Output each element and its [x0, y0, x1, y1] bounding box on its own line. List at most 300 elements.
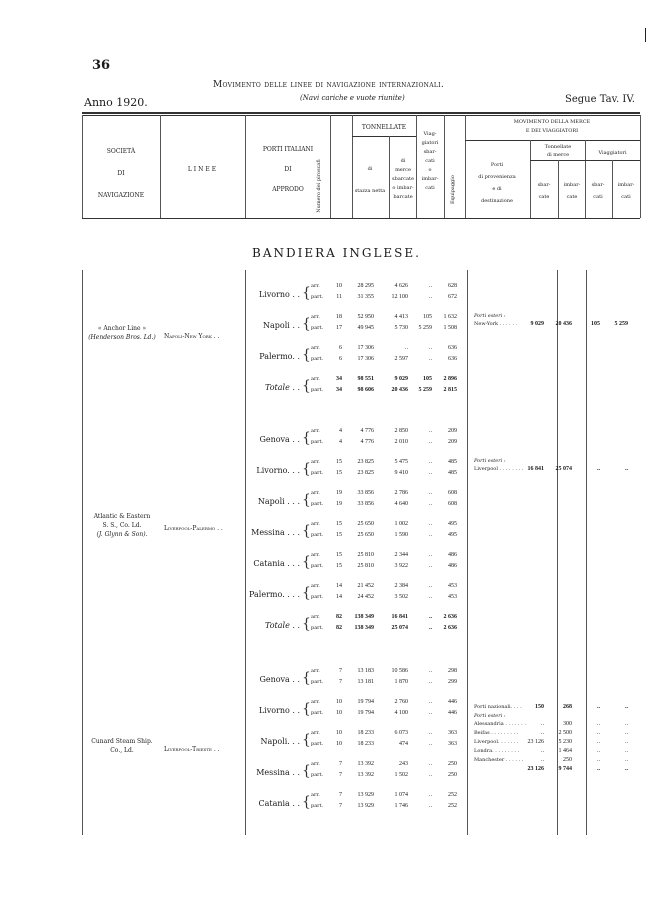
header-porti-provenienza: e di [492, 186, 502, 192]
cell-value: 1 746 [394, 803, 408, 809]
port-name: Genova . . [259, 675, 300, 684]
destination-value: 23 126 [527, 739, 544, 745]
part-label: part. [311, 679, 324, 685]
cell-value: 486 [448, 563, 457, 569]
destination-value: 250 [563, 757, 572, 763]
header-merce: sbarcate [392, 176, 414, 182]
cell-value: .. [429, 741, 432, 747]
cell-value: 19 [336, 490, 342, 496]
line-name: Napoli-New York . . [164, 333, 220, 340]
line-name: Liverpool-Trieste . . [164, 745, 220, 753]
arr-label: arr. [311, 521, 320, 527]
cell-value: .. [429, 470, 432, 476]
cell-value: 4 776 [360, 439, 374, 445]
cell-value: 5 475 [394, 459, 408, 465]
port-brace: { [302, 670, 311, 686]
cell-value: 17 306 [357, 345, 374, 351]
cell-value: .. [429, 521, 432, 527]
cell-value: .. [429, 594, 432, 600]
total-label: Totale . . [265, 621, 300, 630]
cell-value: 10 [336, 730, 342, 736]
destination-port: Porti nazionali. . . . [474, 704, 522, 710]
header-porti-provenienza: di provenienza [478, 174, 516, 180]
header-linee: LINEE [187, 166, 219, 173]
part-label: part. [311, 356, 324, 362]
header-porti-provenienza: destinazione [481, 198, 513, 204]
cell-value: 1 632 [443, 314, 457, 320]
cell-value: .. [429, 532, 432, 538]
header-societa: DI [117, 170, 125, 177]
destination-value: 20 436 [555, 321, 572, 327]
cell-value: .. [429, 490, 432, 496]
cell-value: 34 [336, 387, 342, 393]
port-brace: { [302, 554, 311, 570]
destination-value: .. [597, 466, 600, 472]
cell-value: 4 100 [394, 710, 408, 716]
cell-value: 243 [399, 761, 408, 767]
arr-label: arr. [311, 490, 320, 496]
header-sbarcate: sbar- [537, 182, 551, 188]
cell-value: 10 586 [391, 668, 408, 674]
cell-value: 10 [336, 710, 342, 716]
part-label: part. [311, 563, 324, 569]
cell-value: 13 929 [357, 792, 374, 798]
cell-value: 17 [336, 325, 342, 331]
destination-value: 300 [563, 721, 572, 727]
cell-value: 25 650 [357, 532, 374, 538]
header-merce: o imbar- [392, 185, 414, 191]
cell-value: 9 410 [394, 470, 408, 476]
arr-label: arr. [311, 668, 320, 674]
part-label: part. [311, 501, 324, 507]
page-title: Movimento delle linee di navigazione internazionali. [213, 80, 444, 90]
cell-value: 4 [339, 428, 342, 434]
destination-value: .. [625, 757, 628, 763]
destination-value: 25 074 [555, 466, 572, 472]
destination-value: .. [625, 739, 628, 745]
destination-value: 9 029 [530, 321, 544, 327]
cell-value: 20 436 [391, 387, 408, 393]
header-viaggiatori: sbar- [423, 149, 437, 155]
cell-value: 13 929 [357, 803, 374, 809]
cell-value: 17 306 [357, 356, 374, 362]
cell-value: 82 [336, 614, 342, 620]
cell-value: .. [429, 803, 432, 809]
header-viaggiatori-2: Viaggiatori [598, 150, 627, 156]
year-label: Anno 1920. [84, 96, 148, 109]
port-name: Genova . . [259, 435, 300, 444]
header-sbarcati: cati [593, 194, 603, 200]
cell-value: 453 [448, 594, 457, 600]
cell-value: 13 181 [357, 679, 374, 685]
column-line [558, 160, 559, 218]
cell-value: .. [429, 356, 432, 362]
header-imbarcati: cati [621, 194, 631, 200]
arr-label: arr. [311, 314, 320, 320]
cell-value: 485 [448, 470, 457, 476]
cell-value: 6 [339, 356, 342, 362]
destination-value: 23 126 [527, 766, 544, 772]
cell-value: 13 183 [357, 668, 374, 674]
page-subtitle: (Navi cariche e vuote riunite) [300, 94, 405, 102]
company-name: « Anchor Line » [97, 325, 147, 332]
cell-value: 18 233 [357, 741, 374, 747]
header-merce: barcate [393, 194, 413, 200]
cell-value: 14 [336, 583, 342, 589]
destination-value: .. [597, 766, 600, 772]
cell-value: .. [429, 428, 432, 434]
cell-value: 2 010 [394, 439, 408, 445]
destination-value: 105 [591, 321, 600, 327]
cell-value: 7 [339, 668, 342, 674]
arr-label: arr. [311, 614, 320, 620]
cell-value: 19 [336, 501, 342, 507]
destination-value: .. [625, 748, 628, 754]
cell-value: 13 392 [357, 772, 374, 778]
cell-value: 15 [336, 532, 342, 538]
port-brace: { [302, 430, 311, 446]
column-line [640, 115, 641, 218]
cell-value: 298 [448, 668, 457, 674]
part-label: part. [311, 325, 324, 331]
part-label: part. [311, 532, 324, 538]
destination-value: 268 [563, 704, 572, 710]
cell-value: 495 [448, 521, 457, 527]
cell-value: 495 [448, 532, 457, 538]
part-label: part. [311, 294, 324, 300]
cell-value: 2 636 [443, 625, 457, 631]
cell-value: .. [429, 710, 432, 716]
destination-value: .. [597, 721, 600, 727]
port-name: Catania . . [258, 799, 300, 808]
cell-value: 15 [336, 563, 342, 569]
cell-value: .. [429, 772, 432, 778]
cell-value: 10 [336, 283, 342, 289]
port-brace: { [302, 316, 311, 332]
destination-value: .. [541, 730, 544, 736]
cell-value: 446 [448, 710, 457, 716]
part-label: part. [311, 625, 324, 631]
port-name: Palermo. . . . [249, 590, 300, 599]
cell-value: 11 [336, 294, 342, 300]
cell-value: 446 [448, 699, 457, 705]
cell-value: .. [429, 668, 432, 674]
arr-label: arr. [311, 699, 320, 705]
rule-line [82, 112, 640, 114]
cell-value: 28 295 [357, 283, 374, 289]
cell-value: 14 [336, 594, 342, 600]
cell-value: 23 825 [357, 459, 374, 465]
cell-value: 3 502 [394, 594, 408, 600]
cell-value: 98 606 [357, 387, 374, 393]
cell-value: 1 870 [394, 679, 408, 685]
cell-value: 4 776 [360, 428, 374, 434]
arr-label: arr. [311, 761, 320, 767]
destination-value: .. [597, 748, 600, 754]
rule-line [530, 160, 640, 161]
destination-value: .. [625, 721, 628, 727]
port-name: Palermo. . [259, 352, 300, 361]
destination-value: 9 744 [558, 766, 572, 772]
header-imbarcate: imbar- [563, 182, 581, 188]
cell-value: 6 [339, 345, 342, 351]
arr-label: arr. [311, 459, 320, 465]
cell-value: .. [429, 583, 432, 589]
cell-value: 12 100 [391, 294, 408, 300]
cell-value: 23 825 [357, 470, 374, 476]
cell-value: 5 259 [418, 325, 432, 331]
header-stazza: di [367, 166, 373, 172]
cell-value: .. [429, 563, 432, 569]
column-line [612, 160, 613, 218]
cell-value: .. [429, 679, 432, 685]
cell-value: 363 [448, 730, 457, 736]
port-name: Catania . . . [253, 559, 300, 568]
destination-value: .. [625, 704, 628, 710]
cell-value: 250 [448, 761, 457, 767]
column-line [467, 270, 468, 835]
part-label: part. [311, 803, 324, 809]
company-name: Atlantic & Eastern [93, 512, 151, 520]
company-name: Cunard Steam Ship. [91, 737, 153, 745]
cell-value: .. [429, 699, 432, 705]
company-name: S. S., Co. Ld. [102, 521, 142, 529]
header-movimento: MOVIMENTO DELLA MERCE [513, 119, 591, 125]
destination-value: 150 [535, 704, 544, 710]
cell-value: 24 452 [357, 594, 374, 600]
header-merce: merce [395, 167, 411, 173]
cell-value: .. [429, 625, 432, 631]
port-name: Napoli . . . [257, 497, 300, 506]
company-name: (J. Glynn & Son). [96, 530, 148, 538]
cell-value: 209 [448, 428, 457, 434]
destination-port: Porti esteri : [474, 713, 506, 719]
rule-line [82, 115, 640, 116]
cell-value: 2 597 [394, 356, 408, 362]
header-movimento: E DEI VIAGGIATORI [525, 128, 579, 134]
total-label: Totale . . [265, 383, 300, 392]
cell-value: 6 073 [394, 730, 408, 736]
part-label: part. [311, 772, 324, 778]
header-imbarcate: cate [566, 194, 578, 200]
cell-value: 16 841 [391, 614, 408, 620]
cell-value: 363 [448, 741, 457, 747]
cell-value: .. [429, 459, 432, 465]
cell-value: 13 392 [357, 761, 374, 767]
destination-port: Liverpool. . . . . . . [474, 739, 519, 745]
cell-value: 138 349 [354, 625, 374, 631]
cell-value: 18 233 [357, 730, 374, 736]
table-reference: Segue Tav. IV. [565, 94, 635, 105]
cell-value: 7 [339, 679, 342, 685]
header-porti: APPRODO [272, 186, 304, 193]
arr-label: arr. [311, 730, 320, 736]
cell-value: 5 730 [394, 325, 408, 331]
cell-value: 19 794 [357, 710, 374, 716]
port-brace: { [302, 378, 311, 394]
header-sbarcati: sbar- [591, 182, 605, 188]
cell-value: 608 [448, 490, 457, 496]
cell-value: 672 [448, 294, 457, 300]
port-name: Messina . . [256, 768, 300, 777]
part-label: part. [311, 470, 324, 476]
cell-value: 49 945 [357, 325, 374, 331]
destination-value: .. [625, 730, 628, 736]
port-brace: { [302, 701, 311, 717]
cell-value: 15 [336, 470, 342, 476]
port-brace: { [302, 492, 311, 508]
destination-value: 5 230 [558, 739, 572, 745]
cell-value: .. [405, 345, 408, 351]
cell-value: 105 [423, 376, 432, 382]
destination-port: Beifas . . . . . . . . . [474, 730, 519, 736]
destination-value: 5 259 [614, 321, 628, 327]
cell-value: 486 [448, 552, 457, 558]
port-brace: { [302, 794, 311, 810]
header-merce: di [400, 158, 406, 164]
cell-value: 33 856 [357, 490, 374, 496]
cell-value: 10 [336, 741, 342, 747]
cell-value: 2 344 [394, 552, 408, 558]
cell-value: 25 650 [357, 521, 374, 527]
cell-value: 25 810 [357, 552, 374, 558]
cell-value: .. [429, 730, 432, 736]
cell-value: 2 384 [394, 583, 408, 589]
header-porti-provenienza: Porti [490, 162, 504, 168]
cell-value: 9 029 [394, 376, 408, 382]
header-societa: SOCIETÀ [106, 148, 136, 155]
header-tonnellate: TONNELLATE [361, 124, 407, 131]
destination-value: .. [597, 757, 600, 763]
cell-value: .. [429, 283, 432, 289]
cell-value: 15 [336, 521, 342, 527]
cell-value: 105 [423, 314, 432, 320]
header-tonnellate-merce: di merce [546, 152, 570, 158]
cell-value: 34 [336, 376, 342, 382]
header-porti: DI [284, 166, 292, 173]
destination-port: Porti esteri : [474, 458, 506, 464]
cell-value: 25 074 [391, 625, 408, 631]
cell-value: 252 [448, 792, 457, 798]
destination-port: Londra. . . . . . . . . [474, 748, 520, 754]
cell-value: 1 074 [394, 792, 408, 798]
company-name: Co., Ld. [110, 746, 134, 754]
cell-value: .. [429, 614, 432, 620]
page-edge-mark [645, 28, 646, 42]
arr-label: arr. [311, 428, 320, 434]
cell-value: 453 [448, 583, 457, 589]
cell-value: 7 [339, 761, 342, 767]
cell-value: .. [429, 439, 432, 445]
destination-value: .. [625, 766, 628, 772]
cell-value: 15 [336, 459, 342, 465]
destination-value: .. [597, 730, 600, 736]
port-brace: { [302, 347, 311, 363]
cell-value: 4 413 [394, 314, 408, 320]
part-label: part. [311, 710, 324, 716]
destination-port: Manchester . . . . . . [474, 757, 524, 763]
port-name: Messina . . . [251, 528, 300, 537]
column-line [245, 115, 246, 218]
destination-value: .. [597, 739, 600, 745]
rule-line [82, 218, 640, 219]
destination-port: Porti esteri : [474, 313, 506, 319]
part-label: part. [311, 741, 324, 747]
cell-value: 7 [339, 772, 342, 778]
port-brace: { [302, 763, 311, 779]
cell-value: 250 [448, 772, 457, 778]
header-tonnellate-merce: Tonnellate [544, 144, 572, 150]
cell-value: 636 [448, 356, 457, 362]
destination-port: New-York . . . . . . [474, 321, 518, 327]
destination-port: Liverpool . . . . . . . . [474, 466, 524, 472]
port-brace: { [302, 616, 311, 632]
destination-value: 1 464 [558, 748, 572, 754]
cell-value: .. [429, 552, 432, 558]
part-label: part. [311, 594, 324, 600]
column-line [82, 115, 83, 218]
port-brace: { [302, 523, 311, 539]
cell-value: 4 626 [394, 283, 408, 289]
cell-value: 98 551 [357, 376, 374, 382]
arr-label: arr. [311, 376, 320, 382]
cell-value: 33 856 [357, 501, 374, 507]
flag-title: BANDIERA INGLESE. [252, 246, 421, 260]
arr-label: arr. [311, 283, 320, 289]
header-viaggiatori: o [428, 167, 432, 173]
header-viaggiatori: cati [425, 158, 435, 164]
destination-value: .. [541, 757, 544, 763]
cell-value: 2 636 [443, 614, 457, 620]
port-name: Napoli. . . [260, 737, 300, 746]
cell-value: .. [429, 345, 432, 351]
cell-value: .. [429, 294, 432, 300]
port-brace: { [302, 461, 311, 477]
header-viaggiatori: imbar- [421, 176, 439, 182]
cell-value: 82 [336, 625, 342, 631]
cell-value: 5 259 [418, 387, 432, 393]
port-name: Livorno . . [258, 706, 300, 715]
part-label: part. [311, 439, 324, 445]
line-name: Liverpool-Palermo . . [164, 524, 223, 532]
cell-value: .. [429, 761, 432, 767]
cell-value: 1 002 [394, 521, 408, 527]
cell-value: 2 850 [394, 428, 408, 434]
port-brace: { [302, 585, 311, 601]
header-sbarcate: cate [538, 194, 550, 200]
cell-value: 15 [336, 552, 342, 558]
header-viaggiatori: giatori [421, 140, 439, 146]
arr-label: arr. [311, 345, 320, 351]
destination-value: .. [625, 466, 628, 472]
cell-value: 1 508 [443, 325, 457, 331]
header-imbarcati: imbar- [617, 182, 635, 188]
cell-value: 7 [339, 792, 342, 798]
port-brace: { [302, 285, 311, 301]
rule-line [465, 140, 640, 141]
destination-value: .. [541, 721, 544, 727]
port-name: Napoli . . [263, 321, 300, 330]
cell-value: 2 815 [443, 387, 457, 393]
cell-value: 474 [399, 741, 408, 747]
cell-value: 252 [448, 803, 457, 809]
cell-value: 4 [339, 439, 342, 445]
cell-value: 2 896 [443, 376, 457, 382]
header-stazza: stazza netta [354, 188, 386, 194]
port-brace: { [302, 732, 311, 748]
cell-value: 608 [448, 501, 457, 507]
cell-value: 52 950 [357, 314, 374, 320]
